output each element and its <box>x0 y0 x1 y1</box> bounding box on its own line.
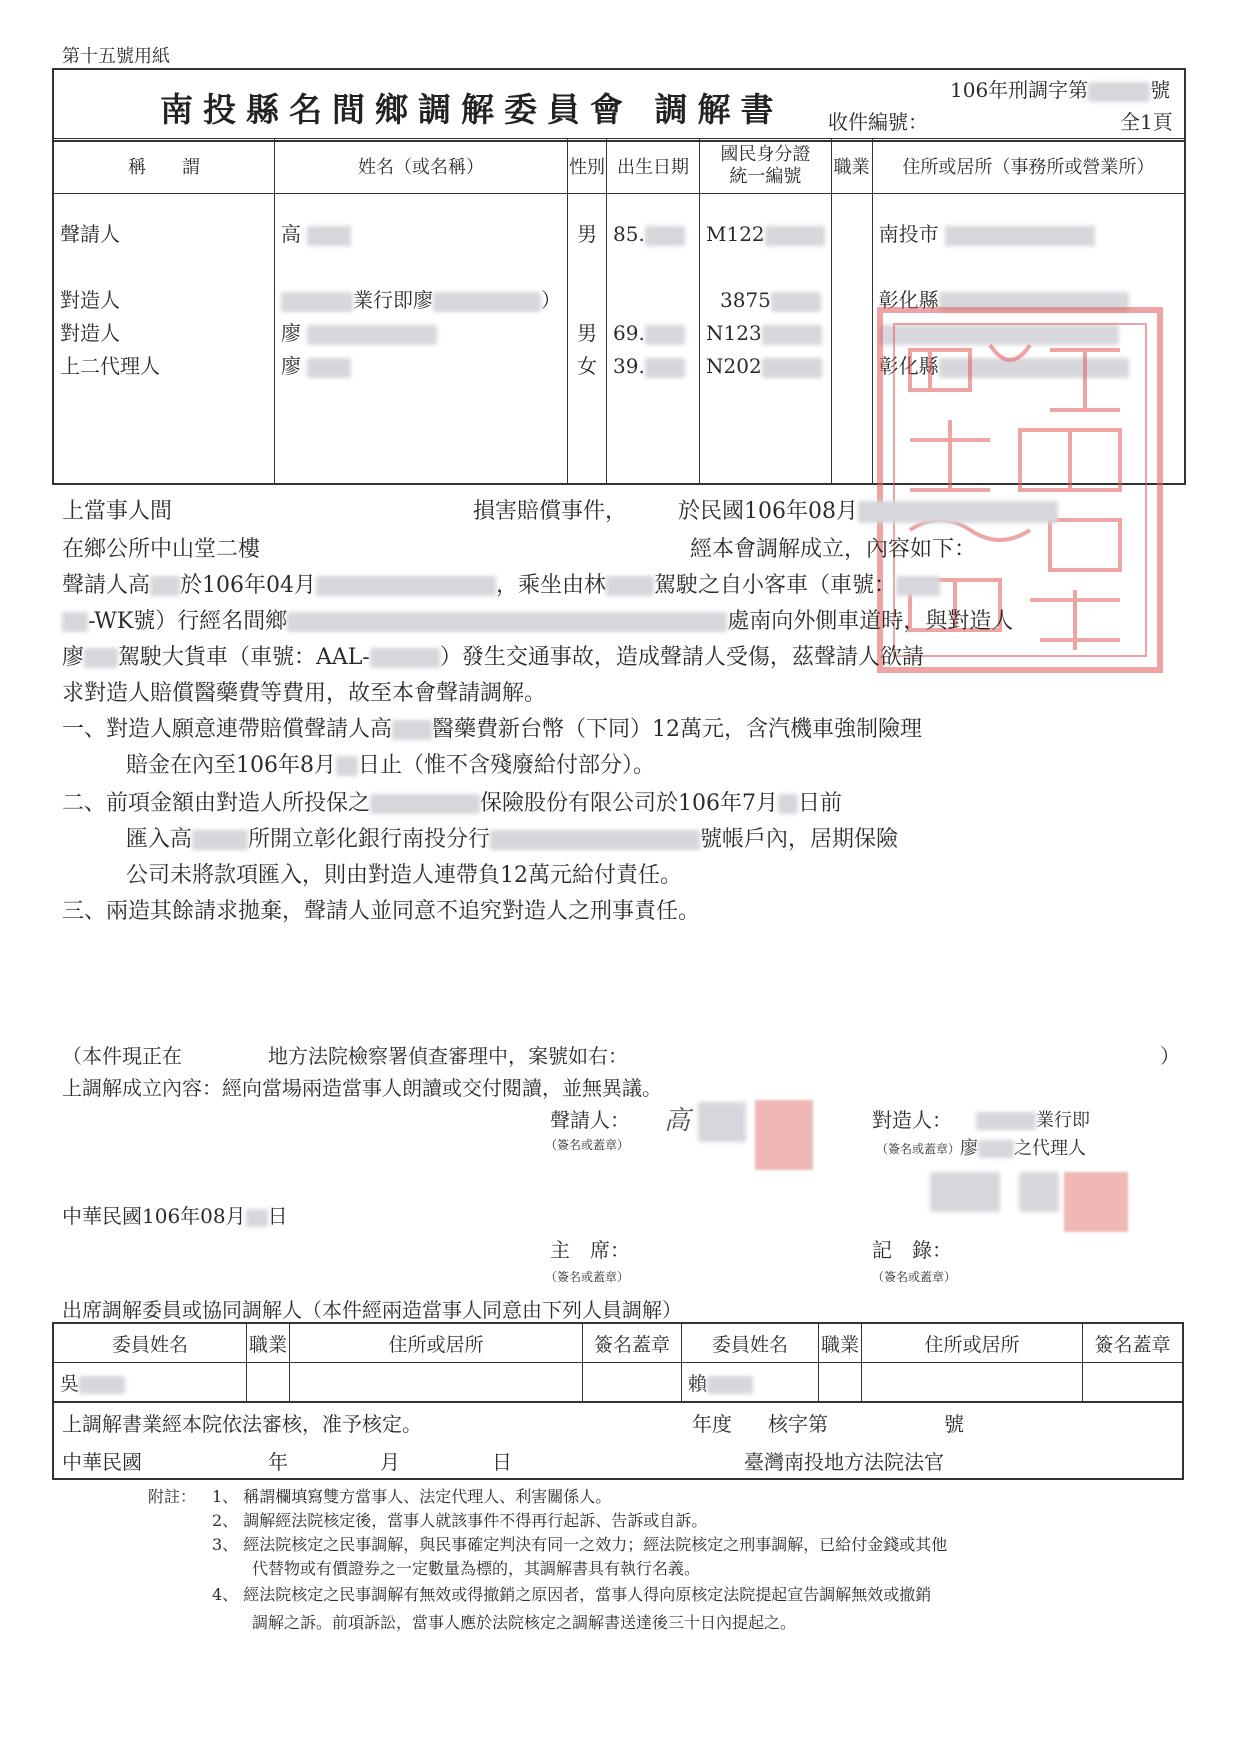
text: 號帳戶內，居期保險 <box>700 827 899 852</box>
address-text: 南投市 <box>878 222 939 246</box>
case-number <box>950 74 1170 103</box>
members-header-row <box>53 1323 1183 1363</box>
header-name: 姓名（或名稱） <box>275 139 568 194</box>
id-respondent-2 <box>706 317 825 350</box>
note-3-line-1: 3、 經法院核定之民事調解，與民事確定判決有同一之效力；經法院核定之刑事調解，已給付金錢或其他 <box>212 1535 948 1554</box>
redaction <box>778 794 798 814</box>
text: 匯入高 <box>126 827 193 852</box>
text: 所開立彰化銀行南投分行 <box>248 827 491 852</box>
redaction <box>490 830 700 850</box>
mediation-place: 在鄉公所中山堂二樓 <box>62 537 261 562</box>
item-2-line-1 <box>62 786 842 817</box>
header-address: 住所或居所 <box>290 1323 583 1363</box>
document-title: 南投縣名間鄉調解委員會 調解書 <box>160 90 784 129</box>
genders-cell <box>568 194 607 484</box>
redaction <box>762 325 822 345</box>
header-signature-2: 簽名蓋章 <box>1083 1323 1184 1363</box>
redaction <box>698 1102 746 1142</box>
court-date-month: 月 <box>380 1450 400 1474</box>
name-text: 廖 <box>281 321 301 345</box>
redaction <box>858 501 1058 523</box>
text: 於106年04月 <box>180 573 317 598</box>
birth-text: 69. <box>613 321 645 345</box>
redaction <box>978 1140 1014 1158</box>
respondent-signature <box>930 1172 1128 1232</box>
header-address-2: 住所或居所 <box>862 1323 1083 1363</box>
applicant-signature <box>664 1100 813 1170</box>
names-cell <box>275 194 568 484</box>
birth-applicant <box>613 218 693 251</box>
name-text: 廖 <box>281 354 301 378</box>
redaction <box>336 756 358 776</box>
text: 日止（惟不含殘廢給付部分）。 <box>358 753 656 778</box>
court-year-label: 年度 <box>692 1412 732 1436</box>
text: 吳 <box>60 1372 80 1395</box>
text: 日前 <box>798 791 843 816</box>
court-date-year: 年 <box>268 1450 288 1474</box>
facts-line-1 <box>62 568 940 599</box>
signature-char: 高 <box>664 1106 691 1136</box>
facts-line-3 <box>62 640 924 671</box>
mediation-date <box>678 494 1058 525</box>
item-2-line-2 <box>126 822 898 853</box>
header-gender: 性別 <box>568 139 607 194</box>
court-approval-box <box>52 1394 1184 1480</box>
redaction <box>316 576 496 596</box>
item-3: 三、兩造其餘請求拋棄，聲請人並同意不追究對造人之刑事責任。 <box>62 899 701 924</box>
name-agent <box>281 350 561 383</box>
text: ，乘坐由林 <box>496 573 607 598</box>
members-heading: 出席調解委員或協同調解人（本件經兩造當事人同意由下列人員調解） <box>62 1298 682 1322</box>
text: -WK號）行經名間鄉 <box>88 609 288 634</box>
occupation-cell <box>831 194 872 484</box>
redaction <box>976 1112 1036 1130</box>
id-text: M122 <box>706 222 765 246</box>
text: 廖 <box>960 1138 978 1159</box>
court-no-suffix: 號 <box>944 1412 964 1436</box>
header-id: 國民身分證 統一編號 <box>700 139 832 194</box>
title-applicant: 聲請人 <box>60 222 120 246</box>
text: 處南向外側車道時，與對造人 <box>727 609 1014 634</box>
redaction <box>62 612 88 632</box>
titles-cell <box>53 194 275 484</box>
receipt-number-label: 收件編號： <box>828 110 928 134</box>
id-applicant <box>706 218 825 251</box>
redaction <box>1019 1172 1059 1212</box>
birth-respondent-2 <box>613 317 693 350</box>
recorder-label: 記 錄： <box>872 1238 952 1262</box>
header-member-name-2: 委員姓名 <box>682 1323 819 1363</box>
header-title: 稱 謂 <box>53 139 275 194</box>
item-1-line-2 <box>126 748 655 779</box>
mediation-result: 經本會調解成立，內容如下： <box>690 537 977 562</box>
notes-label: 附註： <box>148 1487 197 1506</box>
note-3-line-2: 代替物或有價證券之一定數量為標的，其調解書具有執行名義。 <box>252 1559 701 1578</box>
redaction <box>645 358 685 378</box>
court-judge: 臺灣南投地方法院法官 <box>744 1450 944 1474</box>
ids-cell <box>700 194 832 484</box>
text: 賴 <box>688 1372 708 1395</box>
title-respondent-2: 對造人 <box>60 321 120 345</box>
redaction <box>433 292 541 312</box>
prosecution-note-start: （本件現正在 <box>62 1044 182 1068</box>
text: 日 <box>267 1204 288 1228</box>
name-text: 業行即廖 <box>353 288 433 312</box>
redaction <box>707 1376 753 1394</box>
parties-intro: 上當事人間 <box>62 499 173 524</box>
redaction <box>606 576 654 596</box>
redaction <box>392 720 432 740</box>
header-occupation: 職業 <box>831 139 872 194</box>
redaction <box>896 576 940 596</box>
members-table <box>52 1322 1184 1403</box>
birth-agent <box>613 350 693 383</box>
case-number-suffix: 號 <box>1150 78 1171 102</box>
redaction <box>246 1209 268 1227</box>
facts-line-2 <box>62 604 1013 635</box>
text: 中華民國106年08月 <box>62 1204 246 1228</box>
redaction <box>771 292 821 312</box>
respondent-agent <box>960 1134 1086 1160</box>
address-applicant <box>879 218 1178 251</box>
text: 一、對造人願意連帶賠償聲請人高 <box>62 717 393 742</box>
redaction <box>930 1172 1000 1212</box>
address-text: 彰化縣 <box>878 354 939 378</box>
text: 聲請人高 <box>62 573 151 598</box>
redaction <box>1088 82 1150 102</box>
redaction <box>79 1376 125 1394</box>
redaction <box>370 794 480 814</box>
applicant-seal-icon <box>755 1100 813 1170</box>
text: ）發生交通事故，造成聲請人受傷，茲聲請人欲請 <box>439 645 924 670</box>
id-agent <box>706 350 825 383</box>
case-number-prefix: 106年刑調字第 <box>950 78 1089 102</box>
respondent-sign-name <box>976 1106 1090 1132</box>
respondent-sign-label: 對造人： <box>872 1108 952 1132</box>
note-1: 1、 稱謂欄填寫雙方當事人、法定代理人、利害關係人。 <box>212 1487 612 1506</box>
header-signature: 簽名蓋章 <box>583 1323 682 1363</box>
text: 駕駛之自小客車（車號： <box>654 573 897 598</box>
court-approval-text: 上調解書業經本院依法審核，准予核定。 <box>62 1412 422 1436</box>
redaction <box>765 226 825 246</box>
id-text: N202 <box>706 354 762 378</box>
header-member-name: 委員姓名 <box>53 1323 247 1363</box>
redaction <box>645 325 685 345</box>
signing-date <box>62 1200 288 1229</box>
id-respondent-1 <box>706 284 825 317</box>
note-4-line-1: 4、 經法院核定之民事調解有無效或得撤銷之原因者，當事人得向原核定法院提起宣告調解無效或撤銷 <box>212 1585 932 1604</box>
header-occupation-2: 職業 <box>819 1323 862 1363</box>
court-approve-no: 核字第 <box>768 1412 828 1436</box>
text: 業行即 <box>1036 1110 1090 1131</box>
births-cell <box>607 194 700 484</box>
name-paren: ） <box>541 288 561 312</box>
note-4-line-2: 調解之訴。前項訴訟，當事人應於法院核定之調解書送達後三十日內提起之。 <box>252 1613 797 1632</box>
court-date-day: 日 <box>492 1450 512 1474</box>
respondent-sign-note: （簽名或蓋章） <box>876 1142 961 1156</box>
header-address: 住所或居所（事務所或營業所） <box>872 139 1185 194</box>
court-date-roc: 中華民國 <box>62 1450 142 1474</box>
birth-text: 85. <box>613 222 645 246</box>
form-label: 第十五號用紙 <box>62 46 170 67</box>
header-birth: 出生日期 <box>607 139 700 194</box>
recorder-sign-note: （簽名或蓋章） <box>872 1270 957 1284</box>
redaction <box>307 226 351 246</box>
prosecution-note-end: ） <box>1160 1044 1180 1068</box>
case-type: 損害賠償事件， <box>473 499 628 524</box>
header-occupation: 職業 <box>247 1323 290 1363</box>
name-text: 高 <box>281 222 301 246</box>
id-text: 3875 <box>720 288 771 312</box>
gender-respondent-2: 男 <box>577 321 597 345</box>
name-respondent-2 <box>281 317 561 350</box>
item-2-line-3: 公司未將款項匯入，則由對造人連帶負12萬元給付責任。 <box>126 863 682 888</box>
chair-label: 主 席： <box>550 1238 630 1262</box>
text: 醫藥費新台幣（下同）12萬元，含汽機車強制險理 <box>432 717 923 742</box>
respondent-seal-icon <box>1064 1172 1128 1232</box>
prosecution-note-text: 地方法院檢察署偵查審理中，案號如右： <box>268 1044 628 1068</box>
address-text: 彰化縣 <box>878 288 939 312</box>
gender-applicant: 男 <box>577 222 597 246</box>
redaction <box>307 358 351 378</box>
gender-agent: 女 <box>577 354 597 378</box>
redaction <box>150 576 180 596</box>
birth-respondent-1 <box>613 284 693 317</box>
text: 賠金在內至106年8月 <box>126 753 336 778</box>
redaction <box>762 358 822 378</box>
redaction <box>281 292 353 312</box>
note-2: 2、 調解經法院核定後，當事人就該事件不得再行起訴、告訴或自訴。 <box>212 1511 708 1530</box>
redaction <box>192 830 248 850</box>
confirmation-statement: 上調解成立內容：經向當場兩造當事人朗讀或交付閱讀，並無異議。 <box>62 1076 662 1100</box>
text: 保險股份有限公司於106年7月 <box>480 791 779 816</box>
redaction <box>645 226 685 246</box>
id-text: N123 <box>706 321 762 345</box>
name-respondent-1 <box>281 284 561 317</box>
page-count: 全1頁 <box>1120 110 1173 134</box>
item-1-line-1 <box>62 712 922 743</box>
redaction <box>84 648 118 668</box>
text: 廖 <box>62 645 85 670</box>
gender-respondent-1 <box>574 284 600 317</box>
date-text: 於民國106年08月 <box>678 499 858 524</box>
redaction <box>307 325 437 345</box>
text: 之代理人 <box>1014 1138 1086 1159</box>
chair-sign-note: （簽名或蓋章） <box>545 1270 630 1284</box>
name-applicant <box>281 218 561 251</box>
title-respondent-1: 對造人 <box>60 288 120 312</box>
applicant-sign-label: 聲請人： <box>550 1108 630 1132</box>
redaction <box>945 226 1095 246</box>
text: 二、前項金額由對造人所投保之 <box>62 791 371 816</box>
redaction <box>287 612 727 632</box>
party-table-header <box>53 139 1185 194</box>
redaction <box>370 648 440 668</box>
applicant-sign-note: （簽名或蓋章） <box>545 1138 630 1152</box>
title-agent: 上二代理人 <box>60 354 160 378</box>
birth-text: 39. <box>613 354 645 378</box>
text: 駕駛大貨車（車號：AAL- <box>118 645 370 670</box>
facts-line-4: 求對造人賠償醫藥費等費用，故至本會聲請調解。 <box>62 681 547 706</box>
